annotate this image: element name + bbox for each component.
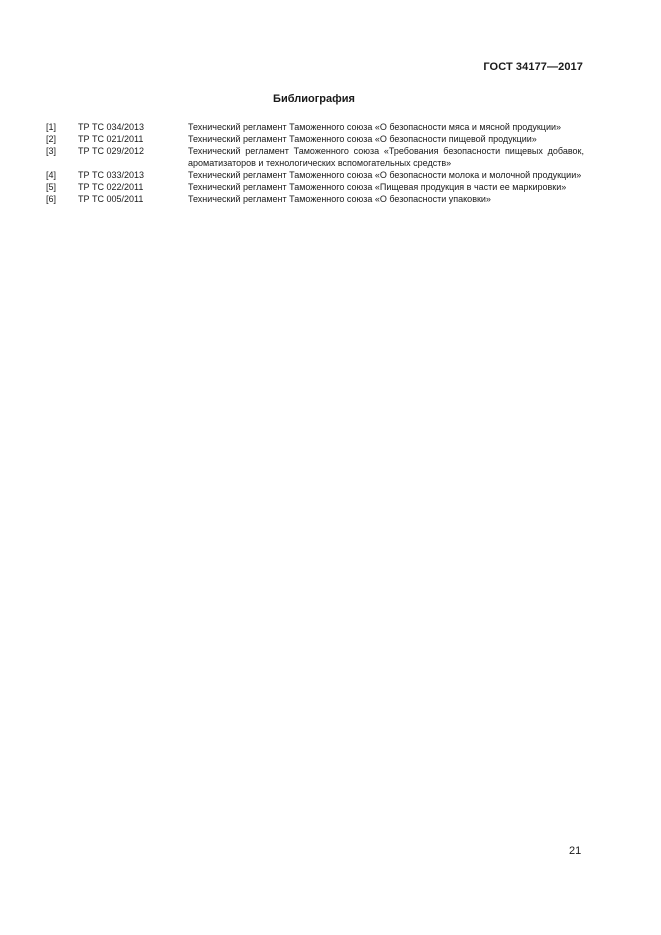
entry-text: Технический регламент Таможенного союза «О безопасности упаковки» <box>188 194 491 204</box>
entry-number: [1] <box>46 122 57 132</box>
bibliography-entry <box>46 133 584 145</box>
bibliography-entry <box>46 169 584 181</box>
entry-reference: ТР ТС 034/2013 <box>78 122 145 132</box>
entry-reference: ТР ТС 022/2011 <box>78 182 144 192</box>
bibliography-list <box>46 121 584 205</box>
entry-reference: ТР ТС 005/2011 <box>78 194 144 204</box>
entry-number: [3] <box>46 146 57 156</box>
bibliography-entry <box>46 145 584 169</box>
entry-text: Технический регламент Таможенного союза «О безопасности пищевой продукции» <box>188 134 537 144</box>
entry-number: [2] <box>46 134 57 144</box>
entry-text: Технический регламент Таможенного союза «О безопасности мяса и мясной продукции» <box>188 122 562 132</box>
entry-text: Технический регламент Таможенного союза «О безопасности молока и молочной продукции» <box>188 170 582 180</box>
entry-reference: ТР ТС 021/2011 <box>78 134 144 144</box>
bibliography-entry <box>46 181 584 193</box>
entry-text: Технический регламент Таможенного союза «Пищевая продукция в части ее маркировки» <box>188 182 567 192</box>
entry-text: Технический регламент Таможенного союза «Требования безопасности пищевых добавок, ароматизаторов и технологических вспомогательных средств» <box>188 146 584 168</box>
entry-number: [6] <box>46 194 57 204</box>
entry-number: [5] <box>46 182 57 192</box>
entry-number: [4] <box>46 170 57 180</box>
bibliography-entry <box>46 121 584 133</box>
page-number: 21 <box>569 845 582 857</box>
bibliography-entry <box>46 193 584 205</box>
document-code: ГОСТ 34177—2017 <box>483 61 583 73</box>
bibliography-title: Библиография <box>273 93 355 105</box>
entry-reference: ТР ТС 033/2013 <box>78 170 145 180</box>
entry-reference: ТР ТС 029/2012 <box>78 146 145 156</box>
